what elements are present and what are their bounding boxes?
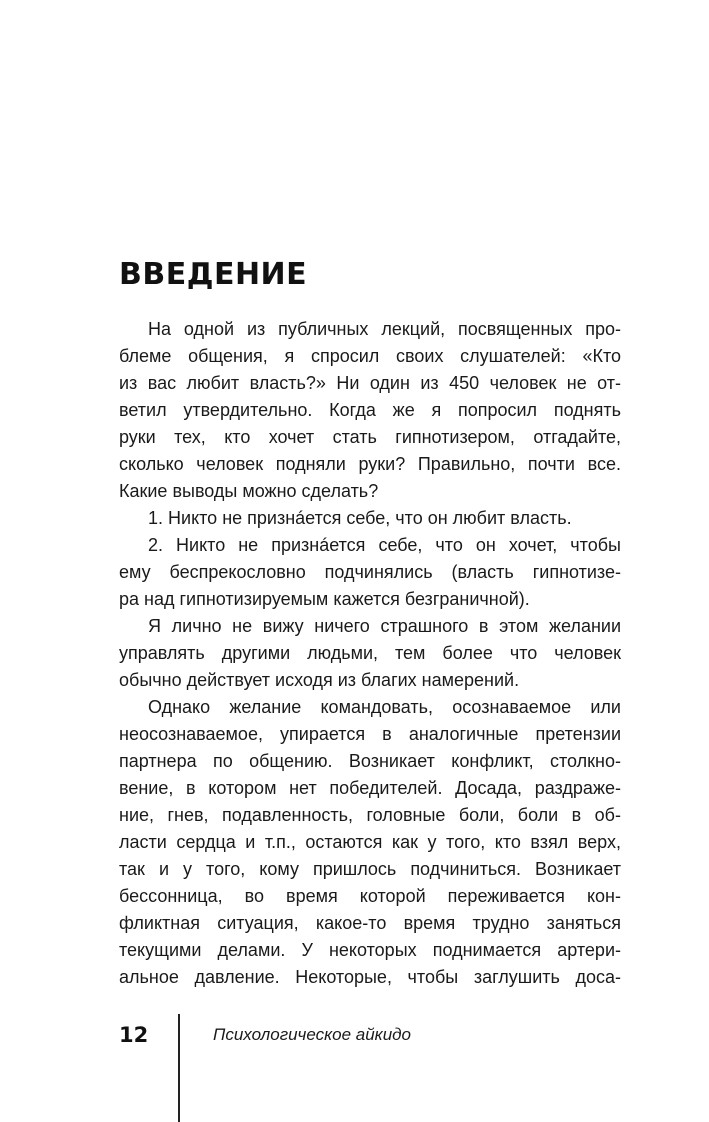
page-number: 12: [119, 1023, 149, 1047]
chapter-body: [119, 316, 621, 991]
text-line: альное давление. Некоторые, чтобы заглушить доса-: [119, 967, 621, 987]
text-line: обычно действует исходя из благих намерений.: [119, 670, 520, 690]
text-line: бессонница, во время которой переживается кон-: [119, 886, 621, 906]
footer-divider: [178, 1014, 180, 1122]
text-line: ему беспрекословно подчинялись (власть гипнотизе-: [119, 562, 621, 582]
text-line: На одной из публичных лекций, посвященных про-: [148, 319, 621, 339]
text-line: руки тех, кто хочет стать гипнотизером, отгадайте,: [119, 427, 621, 447]
text-line: Я лично не вижу ничего страшного в этом желании: [148, 616, 621, 636]
list-item: 1. Никто не признáется себе, что он любит власть.: [148, 508, 572, 528]
text-line: партнера по общению. Возникает конфликт, столкно-: [119, 751, 621, 771]
text-line: так и у того, кому пришлось подчиниться. Возникает: [119, 859, 621, 879]
text-line: сколько человек подняли руки? Правильно, почти все.: [119, 454, 621, 474]
text-line: ра над гипнотизируемым кажется безграничной).: [119, 589, 530, 609]
list-item: 2. Никто не признáется себе, что он хочет, чтобы: [148, 535, 621, 555]
text-line: ветил утвердительно. Когда же я попросил поднять: [119, 400, 621, 420]
text-line: текущими делами. У некоторых поднимается артери-: [119, 940, 621, 960]
text-line: ласти сердца и т.п., остаются как у того, кто взял верх,: [119, 832, 621, 852]
text-line: фликтная ситуация, какое-то время трудно заняться: [119, 913, 621, 933]
text-line: блеме общения, я спросил своих слушателей: «Кто: [119, 346, 621, 366]
text-line: ние, гнев, подавленность, головные боли, боли в об-: [119, 805, 621, 825]
text-line: управлять другими людьми, тем более что человек: [119, 643, 621, 663]
text-line: Однако желание командовать, осознаваемое или: [148, 697, 621, 717]
text-line: из вас любит власть?» Ни один из 450 человек не от-: [119, 373, 621, 393]
text-line: Какие выводы можно сделать?: [119, 481, 379, 501]
text-line: вение, в котором нет победителей. Досада, раздраже-: [119, 778, 621, 798]
text-line: неосознаваемое, упирается в аналогичные претензии: [119, 724, 621, 744]
chapter-title: ВВЕДЕНИЕ: [119, 257, 308, 292]
running-title: Психологическое айкидо: [213, 1025, 412, 1044]
